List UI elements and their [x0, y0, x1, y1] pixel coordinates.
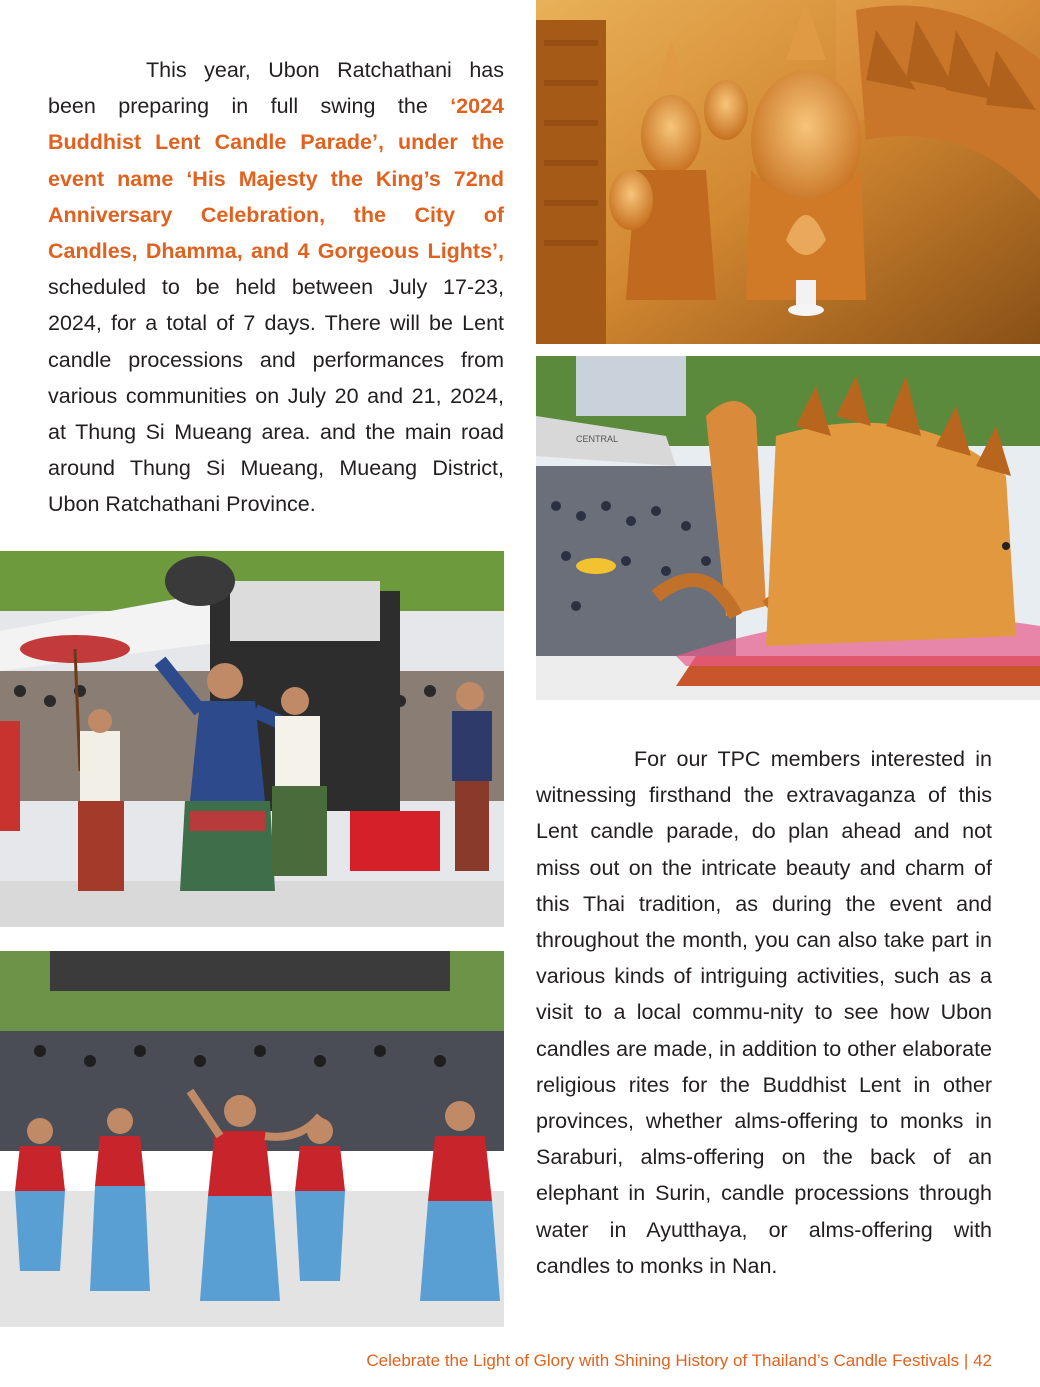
article-paragraph-2	[536, 741, 992, 1284]
page-footer	[366, 1351, 992, 1371]
event-name-highlight: ‘2024 Buddhist Lent Candle Parade’, under the event name ‘His Majesty the King’s 72nd Anniversary Celebration, the City of Candles, Dhamma, and 4 Gorgeous Lights’,	[48, 94, 504, 264]
male-dancer-photo	[0, 551, 504, 927]
female-dancers-photo	[0, 951, 504, 1327]
footer-separator: |	[963, 1351, 969, 1370]
central-sign-text: CENTRAL	[576, 434, 619, 444]
footer-caption: Celebrate the Light of Glory with Shining History of Thailand’s Candle Festivals	[366, 1351, 960, 1370]
paragraph-2-text: For our TPC members interested in witnessing firsthand the extravaganza of this Lent candle parade, do plan ahead and not miss out on the intricate beauty and charm of this Thai tradition, as during the event and throughout the month, you can also take part in various kinds of intriguing activities, such as a visit to a local commu-nity to see how Ubon candles are made, in addition to other elaborate religious rites for the Buddhist Lent in other provinces, whether alms-offering to monks in Saraburi, alms-offering on the back of an elephant in Surin, candle processions through water in Ayutthaya, or alms-offering with candles to monks in Nan.	[536, 747, 992, 1278]
article-paragraph-1	[48, 52, 504, 523]
page-number: 42	[973, 1351, 992, 1370]
candle-float-photo	[536, 356, 1040, 700]
paragraph-1-lead: This year, Ubon Ratchathani has been preparing in full swing the	[48, 58, 504, 119]
candle-sculpture-photo	[536, 0, 1040, 344]
paragraph-1-rest: scheduled to be held between July 17-23, 2024, for a total of 7 days. There will be Lent candle processions and performances from various communities on July 20 and 21, 2024, at Thung Si Mueang area. and the main road around Thung Si Mueang, Mueang District, Ubon Ratchathani Province.	[48, 275, 504, 517]
